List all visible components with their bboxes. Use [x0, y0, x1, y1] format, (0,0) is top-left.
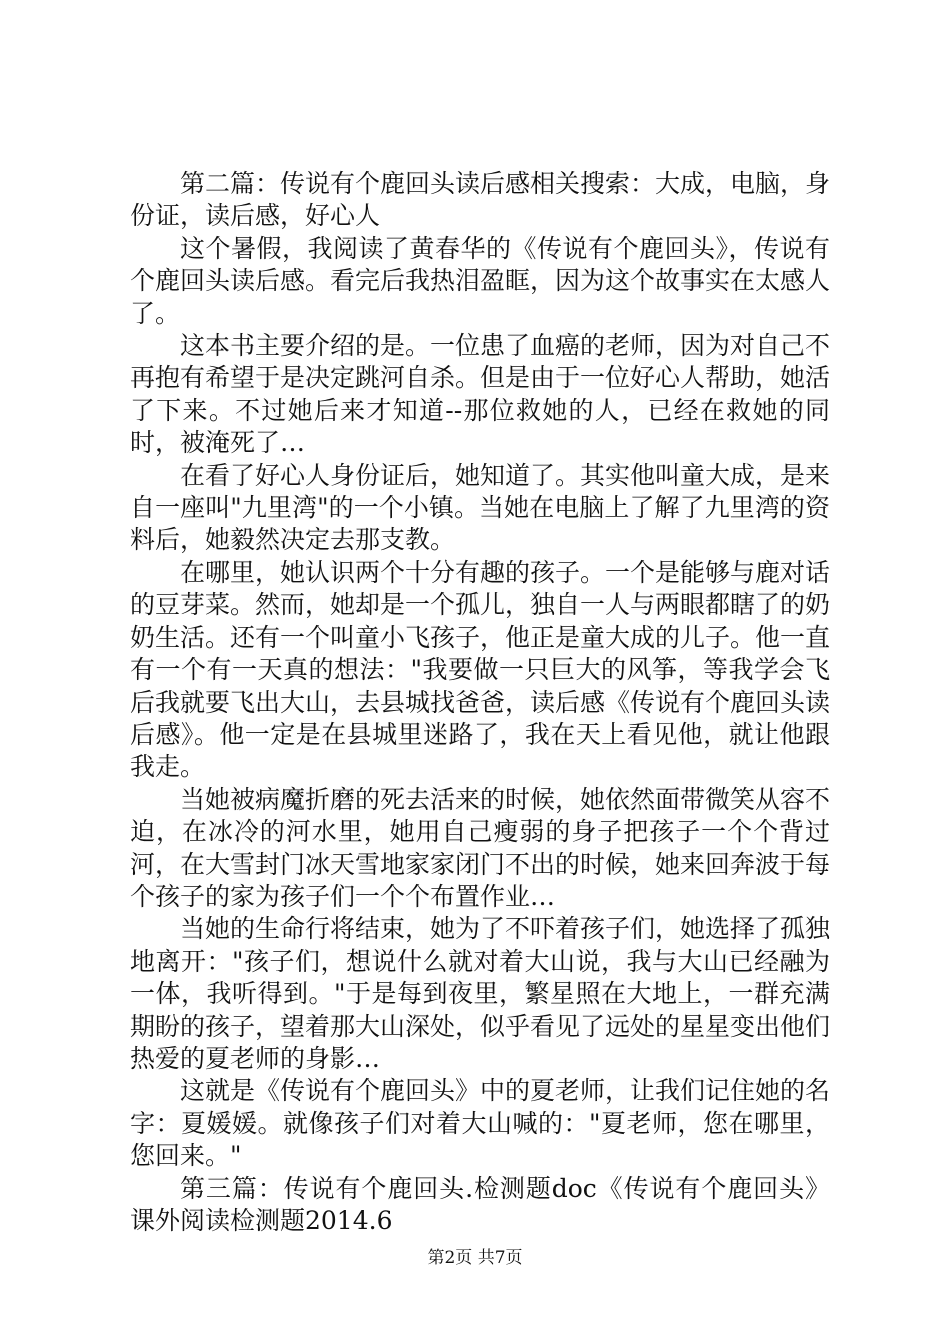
paragraph-heading-2: 第二篇：传说有个鹿回头读后感相关搜索：大成，电脑，身份证，读后感，好心人	[130, 169, 831, 231]
paragraph: 在看了好心人身份证后，她知道了。其实他叫童大成，是来自一座叫"九里湾"的一个小镇。当她在电脑上了解了九里湾的资料后，她毅然决定去那支教。	[130, 460, 831, 555]
paragraph: 在哪里，她认识两个十分有趣的孩子。一个是能够与鹿对话的豆芽菜。然而，她却是一个孤儿，独自一人与两眼都瞎了的奶奶生活。还有一个叫童小飞孩子，他正是童大成的儿子。他一直有一个有一天真的想法："我要做一只巨大的风筝，等我学会飞后我就要飞出大山，去县城找爸爸，读后感《传说有个鹿回头读后感》。他一定是在县城里迷路了，我在天上看见他，就让他跟我走。	[130, 557, 831, 782]
paragraph-heading-3: 第三篇：传说有个鹿回头.检测题doc《传说有个鹿回头》课外阅读检测题2014.6	[130, 1173, 830, 1235]
paragraph: 当她被病魔折磨的死去活来的时候，她依然面带微笑从容不迫，在冰冷的河水里，她用自己瘦弱的身子把孩子一个个背过河，在大雪封门冰天雪地家家闭门不出的时候，她来回奔波于每个孩子的家为孩子们一个个布置作业…	[130, 784, 831, 911]
document-body	[130, 168, 830, 1237]
paragraph: 这个暑假，我阅读了黄春华的《传说有个鹿回头》，传说有个鹿回头读后感。看完后我热泪盈眶，因为这个故事实在太感人了。	[130, 233, 831, 328]
paragraph: 这就是《传说有个鹿回头》中的夏老师，让我们记住她的名字：夏媛媛。就像孩子们对着大山喊的："夏老师，您在哪里，您回来。"	[130, 1076, 831, 1171]
paragraph: 当她的生命行将结束，她为了不吓着孩子们，她选择了孤独地离开："孩子们，想说什么就对着大山说，我与大山已经融为一体，我听得到。"于是每到夜里，繁星照在大地上，一群充满期盼的孩子，望着那大山深处，似乎看见了远处的星星变出他们热爱的夏老师的身影…	[130, 914, 831, 1073]
paragraph: 这本书主要介绍的是。一位患了血癌的老师，因为对自己不再抱有希望于是决定跳河自杀。但是由于一位好心人帮助，她活了下来。不过她后来才知道--那位救她的人，已经在救她的同时，被淹死了…	[130, 331, 831, 458]
page-number-footer: 第2页 共7页	[427, 1248, 523, 1268]
